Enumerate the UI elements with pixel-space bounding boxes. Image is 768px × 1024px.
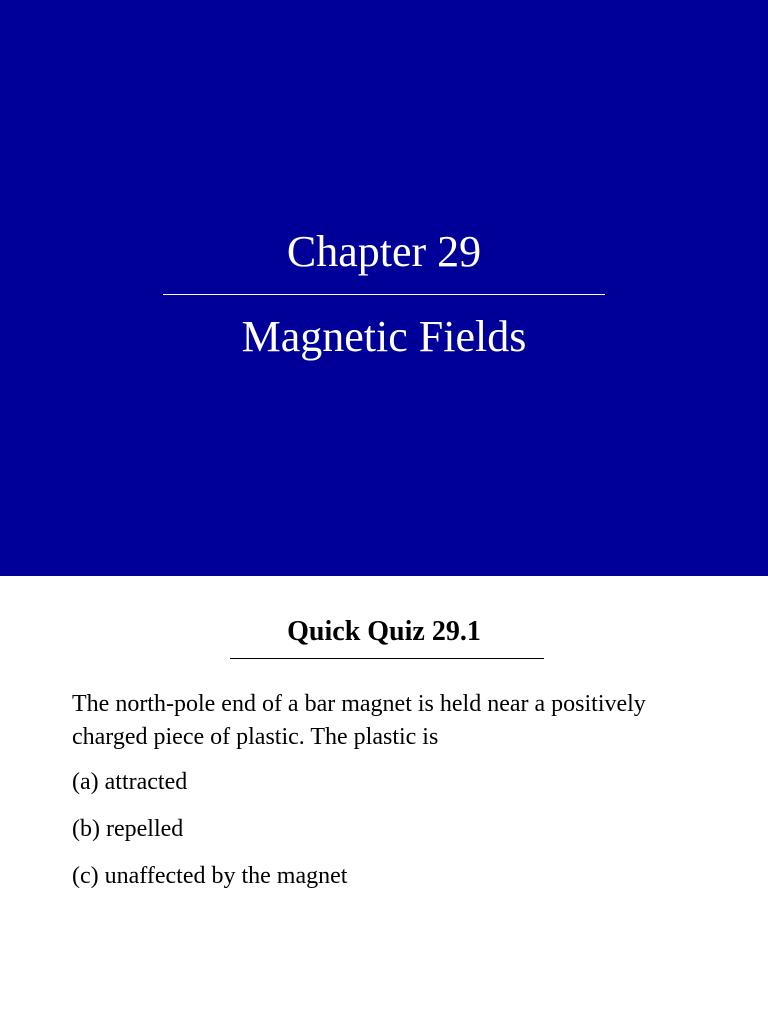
quiz-option-b: (b) repelled (72, 816, 184, 842)
chapter-heading: Chapter 29 (286, 227, 482, 276)
quiz-heading: Quick Quiz 29.1 (287, 616, 481, 647)
title-divider (163, 294, 605, 295)
quiz-option-a: (a) attracted (72, 769, 188, 795)
quiz-question: The north-pole end of a bar magnet is held near a positively charged piece of plastic. The plastic is (72, 691, 646, 750)
quiz-option-c: (c) unaffected by the magnet (72, 863, 348, 889)
chapter-subtitle: Magnetic Fields (241, 312, 527, 361)
quiz-heading-underline (230, 658, 544, 659)
quiz-slide (0, 576, 768, 1024)
